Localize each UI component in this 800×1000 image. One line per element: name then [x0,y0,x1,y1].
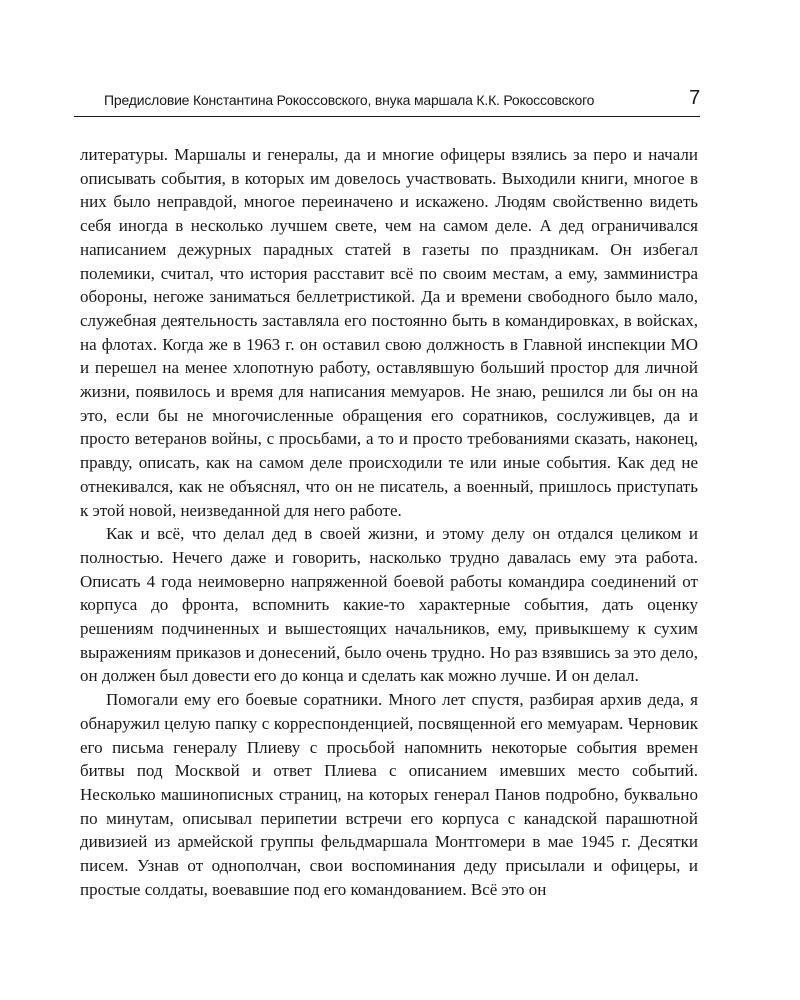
paragraph: Как и всё, что делал дед в своей жизни, и этому делу он отдался целиком и полностью. Нечего даже и говорить, насколько трудно давалась ему эта работа. Описать 4 года неимоверно напряженной боевой работы командира соединений от корпуса до фронта, вспомнить какие-то характерные события, дать оценку решениям подчиненных и вышестоящих начальников, ему, привыкшему к сухим выражениям приказов и донесений, было очень трудно. Но раз взявшись за это дело, он должен был довести его до конца и сделать как можно лучше. И он делал. [80,524,698,686]
body-text [80,143,698,902]
page-number: 7 [689,87,700,109]
running-head [104,87,700,114]
running-head-title: Предисловие Константина Рокоссовского, внука маршала К.К. Рокоссовского [104,92,595,108]
header-rule [74,116,700,117]
paragraph: Помогали ему его боевые соратники. Много лет спустя, разбирая архив деда, я обнаружил целую папку с корреспонденцией, посвященной его мемуарам. Черновик его письма генералу Плиеву с просьбой напомнить некоторые события времен битвы под Москвой и ответ Плиева с описанием имевших место событий. Несколько машинописных страниц, на которых генерал Панов подробно, буквально по минутам, описывал перипетии встречи его корпуса с канадской парашютной дивизией из армейской группы фельдмаршала Монтгомери в мае 1945 г. Десятки писем. Узнав от однополчан, свои воспоминания деду присылали и офицеры, и простые солдаты, воевавшие под его командованием. Всё это он [80,690,698,899]
paragraph: литературы. Маршалы и генералы, да и многие офицеры взялись за перо и начали описывать события, в которых им довелось участвовать. Выходили книги, многое в них было неправдой, многое переиначено и искажено. Людям свойственно видеть себя иногда в несколько лучшем свете, чем на самом деле. А дед ограничивался написанием дежурных парадных статей в газеты по праздникам. Он избегал полемики, считал, что история расставит всё по своим местам, а ему, замминистра обороны, негоже заниматься беллетристикой. Да и времени свободного было мало, служебная деятельность заставляла его постоянно быть в командировках, в войсках, на флотах. Когда же в 1963 г. он оставил свою должность в Главной инспекции МО и перешел на менее хлопотную работу, оставлявшую больший простор для личной жизни, появилось и время для написания мемуаров. Не знаю, решился ли бы он на это, если бы не многочисленные обращения его соратников, сослуживцев, да и просто ветеранов войны, с просьбами, а то и просто требованиями сказать, наконец, правду, описать, как на самом деле происходили те или иные события. Как дед не отнекивался, как не объяснял, что он не писатель, а военный, пришлось приступать к этой новой, неизведанной для него работе. [80,145,698,520]
